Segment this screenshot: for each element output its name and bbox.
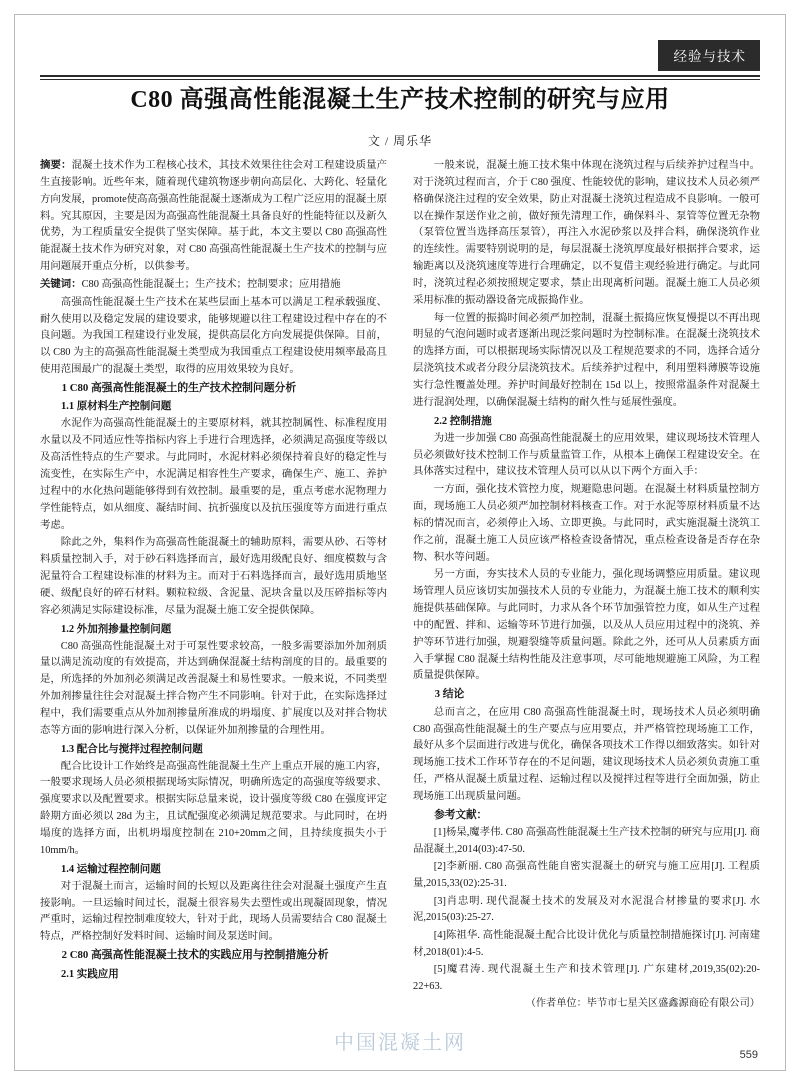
keywords-label: 关键词： [40,278,82,290]
section-heading-2: 1.3 配合比与搅拌过程控制问题 [61,743,203,755]
page-title: C80 高强高性能混凝土生产技术控制的研究与应用 [130,87,670,113]
paragraph: 除此之外，集料作为高强高性能混凝土的辅助原料，需要从砂、石等材料质量控制入手，对于砂石料选择而言，最好选用级配良好、细度模数与含泥量符合工程建设标准的材料为主。而对于石料选择而言，最好选用质地坚硬、级配良好的碎石材料。颗粒粒级、含泥量、泥块含量以及压碎指标等内容必须满足实际建设标准，尽量为混凝土施工安全提供保障。 [40,537,387,616]
paragraph: 高强高性能混凝土生产技术在某些层面上基本可以满足工程承载强度、耐久使用以及稳定发展的建设要求，能够规避以往工程建设过程中存在的不良问题。为我国工程建设行业发展，提供高层化方向发展提供保障。目前，以 C80 为主的高强高性能混凝土类型成为我国重点工程建设使用频率最高且使用范围最广的混凝土类型，取得的应用效果较为良好。 [40,296,387,376]
section-heading-1: 1 C80 高强高性能混凝土的生产技术控制问题分析 [61,381,297,394]
paragraph: 一方面，强化技术管控力度，规避隐患问题。在混凝土材料质量控制方面，现场施工人员必须严加控制材料核查工作。对于水泥等原材料质量不达标的情况而言，必须停止入场、立即更换。与此同时，武实施混凝土浇筑工作之前，混凝土施工人员应该严格检查设备情况，重点检查设备是否存在杂物、积水等问题。 [413,484,760,563]
section-heading-2: 2.2 控制措施 [434,415,492,427]
affiliation: （作者单位：毕节市七星关区盛鑫源商砼有限公司） [525,998,760,1010]
keywords: 关键词：C80 高强高性能混凝土；生产技术；控制要求；应用措施 [40,278,341,290]
paragraph: 一般来说，混凝土施工技术集中体现在浇筑过程与后续养护过程当中。对于浇筑过程而言，介于 C80 强度、性能较优的影响，建议技术人员必须严格确保浇注过程的安全效果，防止对混凝土浇筑过程造成不良影响。一般可以在操作泵送作业之前，做好预先清理工作，确保料斗、泵管等位置无杂物（泵管位置当选择高压泵管），再注入水泥砂浆以及拌合料，确保浇筑作业的连续性。需要特别说明的是，每层混凝土浇筑厚度最好根据拌合要求，运输距离以及浇筑速度等进行合理确定，以不复借主观经验进行确定。与此同时，浇筑过程必须按照规定要求，禁止出现离析问题。混凝土施工人员必须采用标准的振动器设备完成振捣作业。 [413,160,760,306]
page-number: 559 [739,1049,758,1061]
section-heading-2: 1.1 原材料生产控制问题 [61,401,172,413]
paragraph: 另一方面，夯实技术人员的专业能力，强化现场调整应用质量。建议现场管理人员应该切实加强技术人员的专业能力，为混凝土施工技术的顺利实施提供基础保障。与此同时，力求从各个环节加强管控力度，如从生产过程中的配置、拌和、运输等环节进行加强，以及从人员应用过程中的浇筑、养护等环节进行加强，规避裂缝等质量问题。除此之外，还可从人员素质方面入手掌握 C80 混凝土结构性能及注意事项，尽可能地规避施工风险，为工程质量提供保障。 [413,569,760,682]
abstract: 摘要：混凝土技术作为工程核心技术，其技术效果往往会对工程建设质量产生直接影响。近些年来，随着现代建筑物逐步朝向高层化、大跨化、轻量化方向发展，promote使高高强高性能混凝土逐渐成为工程广泛应用的混凝土原料。究其原因，主要是因为高强高性能混凝土具备良好的性能特征以及新久优势，为工程质量安全提供了坚实保障。基于此，本文主要以 C80 高强高性能混凝土技术作为研究对象，对 C80 高强高性能混凝土生产技术的控制与应用问题展开重点分析，以供参考。 [40,160,388,273]
left-column [40,158,387,1039]
reference-item: [4]陈祖华. 高性能混凝土配合比设计优化与质量控制措施探讨[J]. 河南建材,2018(01):4-5. [413,929,760,958]
section-label: 经验与技术 [658,40,761,71]
paragraph: 水泥作为高强高性能混凝土的主要原材料，就其控制属性、标准程度用水量以及不同适应性等指标内容上手进行合理选择，必须满足高强度等级以及高活性特点的生产要求。与此同时，水泥材料必须保持着良好的稳定性与流变性，在实际生产中，水泥满足相容性生产要求，确保生产、施工、养护过程中的水化热问题能够得到有效控制。最重要的是，重点考虑水泥物理力学性能特点，如从细度、凝结时间、抗折强度以及抗压强度等方面进行重点考虑。 [40,418,387,531]
references-title: 参考文献： [434,809,488,821]
paragraph: 为进一步加强 C80 高强高性能混凝土的应用效果，建议现场技术管理人员必须做好技术控制工作与质量监管工作，从根本上确保工程建设安全。在具体落实过程中，建议技术管理人员可以从以下两个方面入手： [413,432,760,478]
paragraph: 总而言之，在应用 C80 高强高性能混凝土时，现场技术人员必须明确 C80 高强高性能混凝土的生产要点与应用要点，并严格管控现场施工工作，最好从多个层面进行改进与优化，确保各项技术工作得以细致落实。如针对现场施工技术工作环节存在的不足问题，建议现场技术人员必须负责施工重任，严格从混凝土质量过程、运输过程以及搅拌过程等进行全面加强，防止现场施工出现质量问题。 [413,706,760,803]
body-columns [40,158,760,1039]
paragraph: 每一位置的振捣时间必须严加控制，混凝土振捣应恢复慢提以不再出现明显的气泡问题时或者逐渐出现泛浆问题时为控制标准。在混凝土浇筑技术的选择方面，可以根据现场实际情况以及工程规范要求的不同，选择合适分层浇筑技术或者分段分层浇筑技术。后续养护过程中，利用塑料薄膜等设施实行急性覆盖处理。养护时间最好控制在 15d 以上，按照常温条件对混凝土进行混润处理，以确保混凝土结构的耐久性与延展性强度。 [413,312,760,408]
section-heading-1: 2 C80 高强高性能混凝土技术的实践应用与控制措施分析 [61,949,329,962]
paragraph: 对于混凝土而言，运输时间的长短以及距离往往会对混凝土强度产生直接影响。一旦运输时间过长，混凝土很容易失去塑性或出现凝固现象，情况严重时，运输过程控制难度较大，针对于此，现场人员需要结合 C80 混凝土特点，严格控制好发料时间、运输时间及泵送时间。 [40,880,387,943]
title-block [40,62,760,149]
abstract-label: 摘要： [40,160,72,171]
section-heading-2: 2.1 实践应用 [61,968,119,980]
reference-item: [3]肖忠明. 现代混凝土技术的发展及对水泥混合材掺量的要求[J]. 水泥,2015(03):25-27. [413,895,760,924]
right-column [413,158,760,1039]
section-heading-2: 1.4 运输过程控制问题 [61,863,161,875]
watermark: 中国混凝土网 [334,1032,466,1054]
reference-item: [5]魔君涛. 现代混凝土生产和技术管理[J]. 广东建材,2019,35(02):20-22+63. [413,964,760,992]
section-heading-1: 3 结论 [434,688,465,701]
paragraph: C80 高强高性能混凝土对于可泵性要求较高，一般多需要添加外加剂质量以满足流动度的有效提高，并达到确保混凝土结构剖度的目的。最重要的是，所选择的外加剂必须满足改善混凝土和易性要求。一般来说，不同类型外加剂掺量往往会对混凝土拌合物产生不同影响。针对于此，在实际选择过程中，我们需要重点从外加剂掺量所准成的坍塌度、扩展度以及对拌合物状态等方面的影响进行深入分析，以保证外加剂掺量的合理性用。 [40,640,387,736]
section-heading-2: 1.2 外加剂掺量控制问题 [61,623,172,635]
byline: 文 / 周乐华 [367,133,433,148]
paragraph: 配合比设计工作始终是高强高性能混凝土生产上重点开展的施工内容，一般要求现场人员必须根据现场实际情况，明确所选定的高强度等级要求、强度要求以及配置要求。根据实际总量来说，设计强度等级 C80 在强度评定龄期方面必须以 28d 为主，且试配强度必须满足规范要求。与此同时，在坍塌度的选择方面，出机坍塌度控制在 210+20mm之间，且持续度损失小于 10mm/h。 [40,760,387,856]
reference-item: [1]杨杲,魔孝伟. C80 高强高性能混凝土生产技术控制的研究与应用[J]. 商品混凝土,2014(03):47-50. [413,827,760,855]
reference-item: [2]李新丽. C80 高强高性能自密实混凝土的研究与施工应用[J]. 工程质量,2015,33(02):25-31. [413,861,760,889]
